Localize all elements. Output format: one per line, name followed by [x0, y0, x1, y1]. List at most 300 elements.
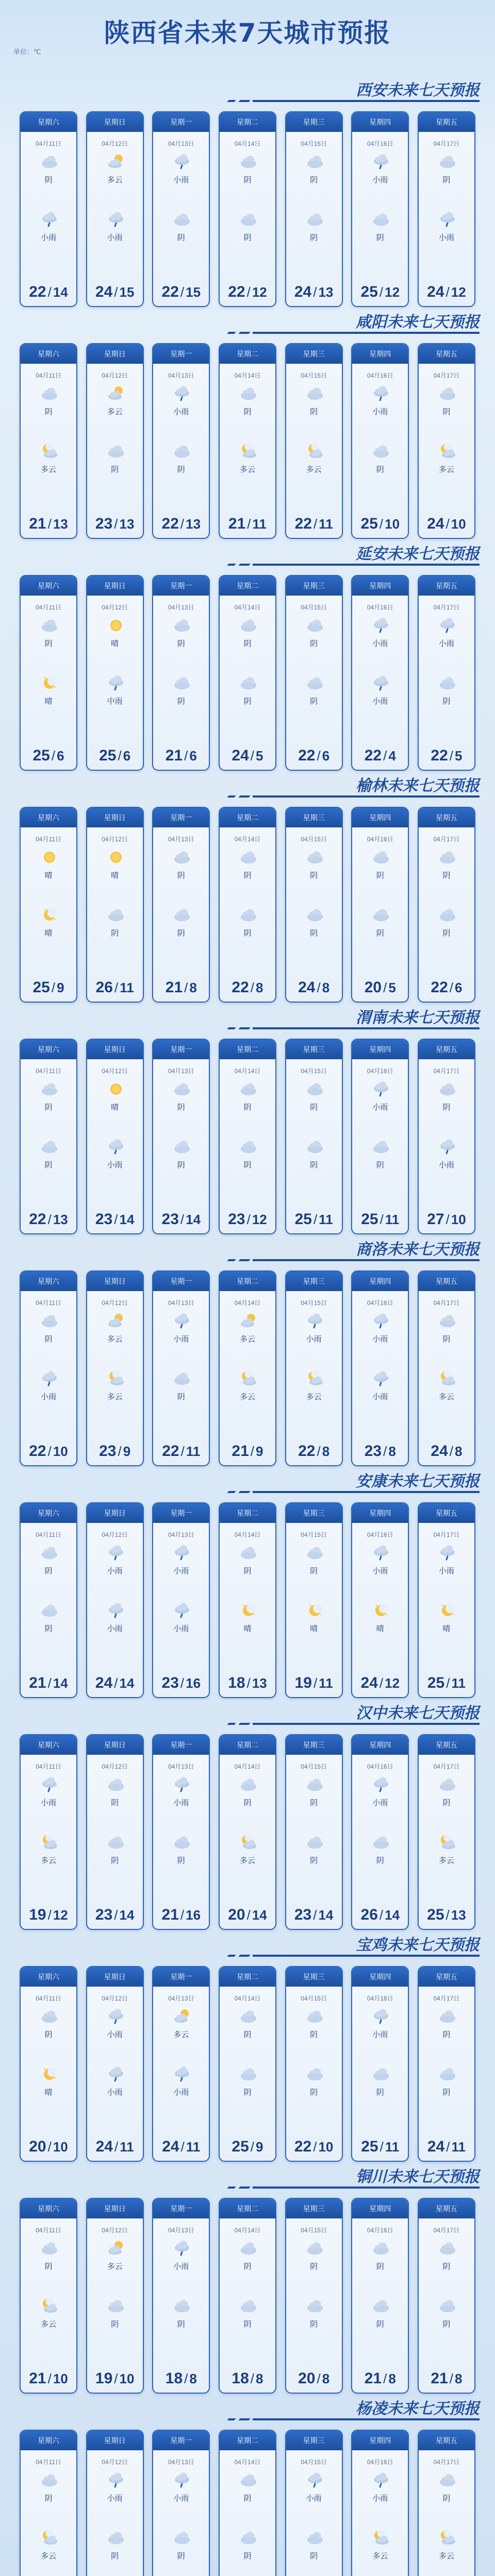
rain-icon: [39, 209, 60, 230]
high-temp: 21: [165, 979, 183, 996]
temp-separator: /: [180, 1675, 185, 1691]
weekday-label: 星期日: [87, 1967, 143, 1987]
day-card: [86, 2430, 144, 2576]
weekday-label: 星期三: [286, 1503, 342, 1523]
sun-icon: [106, 847, 126, 868]
moon-icon: [39, 673, 60, 693]
low-temp: 10: [451, 1212, 466, 1227]
date-label: 04月14日: [234, 1763, 261, 1770]
cloudy-icon: [172, 2528, 192, 2548]
day-weather-text: 多云: [107, 408, 123, 416]
weekday-label: 星期四: [352, 344, 408, 364]
temp-separator: /: [313, 2139, 317, 2155]
date-label: 04月11日: [36, 372, 61, 379]
cloudy-icon: [39, 615, 60, 636]
day-weather-text: 阴: [243, 1799, 252, 1807]
cloudy-icon: [238, 1137, 259, 1157]
date-label: 04月13日: [168, 1067, 194, 1075]
temperature-range: [87, 515, 143, 533]
low-temp: 12: [451, 284, 466, 300]
rain-icon: [371, 1368, 391, 1389]
date-label: 04月12日: [102, 372, 128, 379]
temperature-range: [220, 2370, 275, 2387]
date-label: 04月13日: [168, 2459, 194, 2466]
high-temp: 24: [294, 283, 312, 300]
city-section: [0, 1700, 495, 1932]
temp-separator: /: [446, 516, 450, 532]
partly-cloudy-night-icon: [106, 1368, 126, 1389]
low-temp: 5: [455, 748, 463, 764]
date-label: 04月14日: [234, 1299, 261, 1307]
weekday-label: 星期四: [352, 576, 408, 596]
rain-icon: [39, 1774, 60, 1795]
sun-icon: [106, 615, 126, 636]
cloudy-icon: [305, 615, 325, 636]
date-label: 04月16日: [367, 1299, 393, 1307]
rain-icon: [437, 1137, 458, 1157]
cloudy-icon: [238, 2006, 259, 2027]
partly-cloudy-icon: [106, 1311, 126, 1331]
date-label: 04月11日: [36, 604, 61, 611]
day-card: [285, 2430, 343, 2576]
high-temp: 25: [32, 747, 50, 764]
weekday-label: 星期一: [153, 2199, 209, 2218]
day-card: [351, 575, 409, 771]
temp-separator: /: [246, 1675, 251, 1691]
forecast-days-row: [20, 1502, 475, 1698]
date-label: 04月12日: [102, 1531, 128, 1538]
high-temp: 23: [161, 1211, 179, 1228]
cloudy-icon: [305, 2296, 325, 2316]
night-weather-text: 阴: [376, 465, 384, 474]
night-weather-text: 晴: [243, 1624, 252, 1633]
cloudy-icon: [371, 905, 391, 925]
weekday-label: 星期六: [21, 2199, 76, 2218]
night-weather-text: 阴: [310, 697, 318, 706]
day-card: [285, 1734, 343, 1930]
city-heading: [356, 1932, 480, 1955]
day-card: [351, 343, 409, 539]
city-heading: [356, 2396, 480, 2418]
temperature-range: [286, 515, 342, 533]
temperature-range: [21, 515, 76, 533]
moon-icon: [39, 905, 60, 925]
date-label: 04月17日: [433, 1067, 460, 1075]
day-weather-text: 阴: [442, 1335, 451, 1344]
temperature-range: [220, 2138, 275, 2156]
day-card: [219, 1734, 276, 1930]
high-temp: 22: [298, 747, 316, 764]
temp-separator: /: [118, 1444, 122, 1459]
temp-separator: /: [250, 2139, 255, 2155]
night-weather-text: 阴: [376, 233, 384, 242]
night-weather-text: 晴: [44, 2088, 53, 2097]
city-heading: [356, 2164, 480, 2187]
temperature-range: [21, 283, 76, 301]
weekday-label: 星期六: [21, 576, 76, 596]
night-weather-text: 阴: [442, 2320, 451, 2329]
high-temp: 22: [431, 747, 448, 764]
weekday-label: 星期五: [419, 1040, 474, 1059]
cloudy-icon: [437, 1774, 458, 1795]
night-weather-text: 晴: [442, 1624, 451, 1633]
day-weather-text: 小雨: [173, 2262, 189, 2271]
date-label: 04月16日: [367, 140, 393, 147]
heading-underline: [253, 1723, 480, 1725]
rain-icon: [106, 1543, 126, 1563]
day-card: [152, 343, 210, 539]
heading-underline: [253, 2418, 480, 2420]
date-label: 04月11日: [36, 1995, 61, 2002]
temp-separator: /: [383, 2371, 387, 2386]
low-temp: 14: [385, 1907, 400, 1923]
rain-icon: [172, 383, 192, 404]
low-temp: 14: [318, 1907, 334, 1923]
temp-separator: /: [180, 284, 185, 300]
heading-underline: [253, 564, 480, 566]
low-temp: 8: [388, 2371, 396, 2386]
high-temp: 23: [95, 515, 113, 532]
low-temp: 8: [189, 980, 197, 995]
temperature-range: [286, 1443, 342, 1460]
day-card: [285, 575, 343, 771]
sun-icon: [106, 1079, 126, 1099]
temp-separator: /: [180, 1212, 185, 1227]
day-card: [152, 1039, 210, 1234]
low-temp: 8: [189, 2371, 197, 2386]
day-card: [219, 111, 276, 307]
day-card: [418, 111, 475, 307]
temperature-range: [419, 979, 474, 996]
day-card: [351, 807, 409, 1003]
high-temp: 23: [228, 1211, 245, 1228]
low-temp: 12: [385, 284, 400, 300]
high-temp: 24: [427, 283, 444, 300]
temp-separator: /: [114, 1675, 118, 1691]
high-temp: 20: [364, 979, 382, 996]
temp-separator: /: [383, 980, 387, 995]
night-weather-text: 阴: [310, 2088, 318, 2097]
cloudy-icon: [238, 615, 259, 636]
night-weather-text: 阴: [376, 2320, 384, 2329]
temp-separator: /: [383, 1444, 387, 1459]
rain-icon: [371, 383, 391, 404]
day-weather-text: 晴: [111, 871, 119, 880]
weekday-label: 星期二: [220, 576, 275, 596]
day-card: [86, 1039, 144, 1234]
day-card: [20, 1966, 77, 2162]
cloudy-icon: [39, 1079, 60, 1099]
high-temp: 21: [228, 515, 246, 532]
night-weather-text: 阴: [442, 929, 451, 938]
high-temp: 26: [95, 979, 113, 996]
temperature-range: [352, 1674, 408, 1692]
cloudy-icon: [172, 2296, 192, 2316]
low-temp: 9: [256, 1444, 263, 1459]
date-label: 04月17日: [433, 140, 460, 147]
weekday-label: 星期六: [21, 1735, 76, 1755]
city-section: [0, 1468, 495, 1700]
city-heading-text: 杨凌未来七天预报: [356, 2400, 480, 2418]
low-temp: 11: [319, 1212, 333, 1227]
day-card: [219, 575, 276, 771]
cloudy-icon: [437, 847, 458, 868]
temp-separator: /: [180, 516, 185, 532]
high-temp: 25: [360, 283, 378, 300]
date-label: 04月12日: [102, 1763, 128, 1770]
weekday-label: 星期日: [87, 2431, 143, 2450]
weekday-label: 星期二: [220, 1967, 275, 1987]
high-temp: 24: [95, 2138, 113, 2155]
forecast-days-row: [20, 1270, 475, 1466]
night-weather-text: 阴: [177, 929, 185, 938]
day-weather-text: 阴: [44, 1335, 53, 1344]
day-card: [418, 2430, 475, 2576]
night-weather-text: 阴: [310, 233, 318, 242]
weekday-label: 星期二: [220, 1040, 275, 1059]
low-temp: 9: [123, 1444, 131, 1459]
high-temp: 22: [294, 2138, 312, 2155]
day-card: [219, 2430, 276, 2576]
day-weather-text: 小雨: [107, 1567, 123, 1575]
temperature-range: [352, 2138, 408, 2156]
weekday-label: 星期一: [153, 576, 209, 596]
temp-separator: /: [379, 284, 384, 300]
day-card: [351, 1270, 409, 1466]
high-temp: 18: [232, 2370, 249, 2387]
temp-separator: /: [114, 284, 118, 300]
low-temp: 11: [385, 2139, 400, 2155]
low-temp: 8: [256, 980, 263, 995]
heading-underline: [253, 795, 480, 798]
high-temp: 19: [294, 1674, 312, 1691]
day-card: [86, 343, 144, 539]
date-label: 04月12日: [102, 1067, 128, 1075]
weekday-label: 星期六: [21, 1967, 76, 1987]
temperature-range: [419, 747, 474, 765]
day-weather-text: 阴: [243, 2494, 252, 2503]
date-label: 04月15日: [301, 604, 327, 611]
day-weather-text: 阴: [44, 1567, 53, 1575]
day-weather-text: 小雨: [372, 1103, 388, 1112]
city-section: [0, 541, 495, 773]
day-card: [351, 1734, 409, 1930]
cloudy-icon: [437, 905, 458, 925]
night-weather-text: 阴: [44, 1624, 53, 1633]
cloudy-icon: [238, 1079, 259, 1099]
cloudy-icon: [437, 2238, 458, 2259]
temperature-range: [286, 2370, 342, 2387]
temperature-range: [419, 1211, 474, 1228]
low-temp: 9: [256, 2139, 263, 2155]
day-card: [20, 1270, 77, 1466]
heading-underline: [253, 1955, 480, 1957]
weekday-label: 星期一: [153, 1967, 209, 1987]
city-heading: [356, 1236, 480, 1259]
city-heading-text: 延安未来七天预报: [356, 545, 480, 563]
day-weather-text: 阴: [243, 1567, 252, 1575]
temp-separator: /: [313, 1212, 318, 1227]
low-temp: 14: [119, 1907, 135, 1923]
partly-cloudy-night-icon: [305, 441, 325, 462]
high-temp: 25: [99, 747, 117, 764]
day-weather-text: 阴: [442, 2262, 451, 2271]
temp-separator: /: [47, 284, 52, 300]
cloudy-icon: [305, 1543, 325, 1563]
night-weather-text: 阴: [243, 2320, 252, 2329]
high-temp: 23: [99, 1443, 117, 1460]
partly-cloudy-night-icon: [39, 2296, 60, 2316]
high-temp: 24: [427, 2138, 445, 2155]
high-temp: 25: [232, 2138, 249, 2155]
night-weather-text: 阴: [111, 1856, 119, 1865]
day-weather-text: 小雨: [372, 2494, 388, 2503]
city-heading: [356, 1468, 480, 1491]
rain-icon: [305, 2470, 325, 2490]
city-heading: [356, 541, 480, 564]
rain-icon: [172, 1543, 192, 1563]
high-temp: 22: [161, 515, 179, 532]
night-weather-text: 多云: [239, 465, 255, 474]
weekday-label: 星期五: [419, 344, 474, 364]
high-temp: 22: [294, 515, 312, 532]
low-temp: 14: [119, 1675, 135, 1691]
weekday-label: 星期五: [419, 808, 474, 827]
day-weather-text: 小雨: [372, 2030, 388, 2039]
high-temp: 22: [162, 1443, 179, 1460]
high-temp: 22: [29, 1443, 46, 1460]
low-temp: 6: [123, 748, 131, 764]
day-weather-text: 阴: [376, 2262, 384, 2271]
partly-cloudy-icon: [106, 151, 126, 172]
day-card: [351, 111, 409, 307]
weekday-label: 星期一: [153, 1735, 209, 1755]
day-card: [152, 1734, 210, 1930]
day-weather-text: 阴: [442, 871, 451, 880]
temp-separator: /: [51, 748, 56, 764]
night-weather-text: 阴: [243, 929, 252, 938]
cloudy-icon: [172, 441, 192, 462]
weekday-label: 星期日: [87, 1735, 143, 1755]
partly-cloudy-night-icon: [437, 1368, 458, 1389]
day-card: [20, 575, 77, 771]
cloudy-icon: [305, 1137, 325, 1157]
day-weather-text: 多云: [107, 1335, 123, 1344]
high-temp: 24: [162, 2138, 179, 2155]
day-weather-text: 小雨: [438, 1567, 454, 1575]
partly-cloudy-night-icon: [371, 2528, 391, 2548]
high-temp: 18: [165, 2370, 183, 2387]
cloudy-icon: [305, 847, 325, 868]
temp-separator: /: [383, 748, 387, 764]
cloudy-icon: [305, 2006, 325, 2027]
day-card: [418, 1502, 475, 1698]
partly-cloudy-night-icon: [39, 441, 60, 462]
day-card: [219, 343, 276, 539]
night-weather-text: 多云: [372, 2552, 388, 2561]
weekday-label: 星期二: [220, 808, 275, 827]
temperature-range: [220, 1906, 275, 1924]
rain-icon: [172, 1311, 192, 1331]
night-weather-text: 阴: [243, 1161, 252, 1170]
partly-cloudy-night-icon: [437, 2528, 458, 2548]
low-temp: 10: [53, 2139, 68, 2155]
date-label: 04月17日: [433, 1299, 460, 1307]
weekday-label: 星期三: [286, 2431, 342, 2450]
day-weather-text: 阴: [243, 2030, 252, 2039]
weekday-label: 星期四: [352, 1040, 408, 1059]
date-label: 04月16日: [367, 372, 393, 379]
high-temp: 26: [360, 1906, 378, 1923]
cloudy-icon: [305, 151, 325, 172]
weekday-label: 星期日: [87, 2199, 143, 2218]
cloudy-icon: [437, 1079, 458, 1099]
day-card: [152, 807, 210, 1003]
cloudy-icon: [305, 209, 325, 230]
low-temp: 13: [53, 1212, 68, 1227]
partly-cloudy-night-icon: [238, 1368, 259, 1389]
cloudy-icon: [106, 2296, 126, 2316]
date-label: 04月11日: [36, 1531, 61, 1538]
temp-separator: /: [180, 1907, 185, 1923]
day-card: [418, 1734, 475, 1930]
day-weather-text: 阴: [310, 1799, 318, 1807]
day-weather-text: 阴: [310, 1567, 318, 1575]
temperature-range: [419, 283, 474, 301]
day-weather-text: 小雨: [306, 1335, 322, 1344]
date-label: 04月12日: [102, 604, 128, 611]
weekday-label: 星期日: [87, 112, 143, 132]
date-label: 04月14日: [234, 836, 261, 843]
cloudy-icon: [371, 2064, 391, 2084]
day-card: [86, 575, 144, 771]
partly-cloudy-night-icon: [238, 1832, 259, 1853]
date-label: 04月11日: [36, 1067, 61, 1075]
cloudy-icon: [106, 1774, 126, 1795]
cloudy-icon: [172, 1832, 192, 1853]
day-weather-text: 小雨: [372, 176, 388, 184]
temp-separator: /: [449, 1444, 453, 1459]
day-card: [20, 2198, 77, 2394]
date-label: 04月15日: [301, 836, 327, 843]
night-weather-text: 晴: [44, 697, 53, 706]
temperature-range: [220, 515, 275, 533]
night-weather-text: 阴: [44, 1161, 53, 1170]
night-weather-text: 阴: [177, 1161, 185, 1170]
moon-icon: [238, 1600, 259, 1621]
day-weather-text: 小雨: [173, 1799, 189, 1807]
date-label: 04月17日: [433, 604, 460, 611]
cloudy-icon: [437, 2064, 458, 2084]
day-card: [219, 1966, 276, 2162]
low-temp: 8: [455, 1444, 463, 1459]
rain-icon: [437, 615, 458, 636]
weekday-label: 星期日: [87, 1040, 143, 1059]
date-label: 04月16日: [367, 1067, 393, 1075]
night-weather-text: 小雨: [107, 2088, 123, 2097]
night-weather-text: 小雨: [107, 1161, 123, 1170]
temperature-range: [352, 1211, 408, 1228]
weekday-label: 星期日: [87, 576, 143, 596]
day-weather-text: 多云: [173, 2030, 189, 2039]
city-heading-text: 宝鸡未来七天预报: [356, 1936, 480, 1954]
date-label: 04月14日: [234, 140, 261, 147]
cloudy-icon: [371, 209, 391, 230]
heading-underline: [253, 1491, 480, 1493]
day-weather-text: 多云: [107, 2262, 123, 2271]
cloudy-icon: [305, 1774, 325, 1795]
weekday-label: 星期三: [286, 112, 342, 132]
